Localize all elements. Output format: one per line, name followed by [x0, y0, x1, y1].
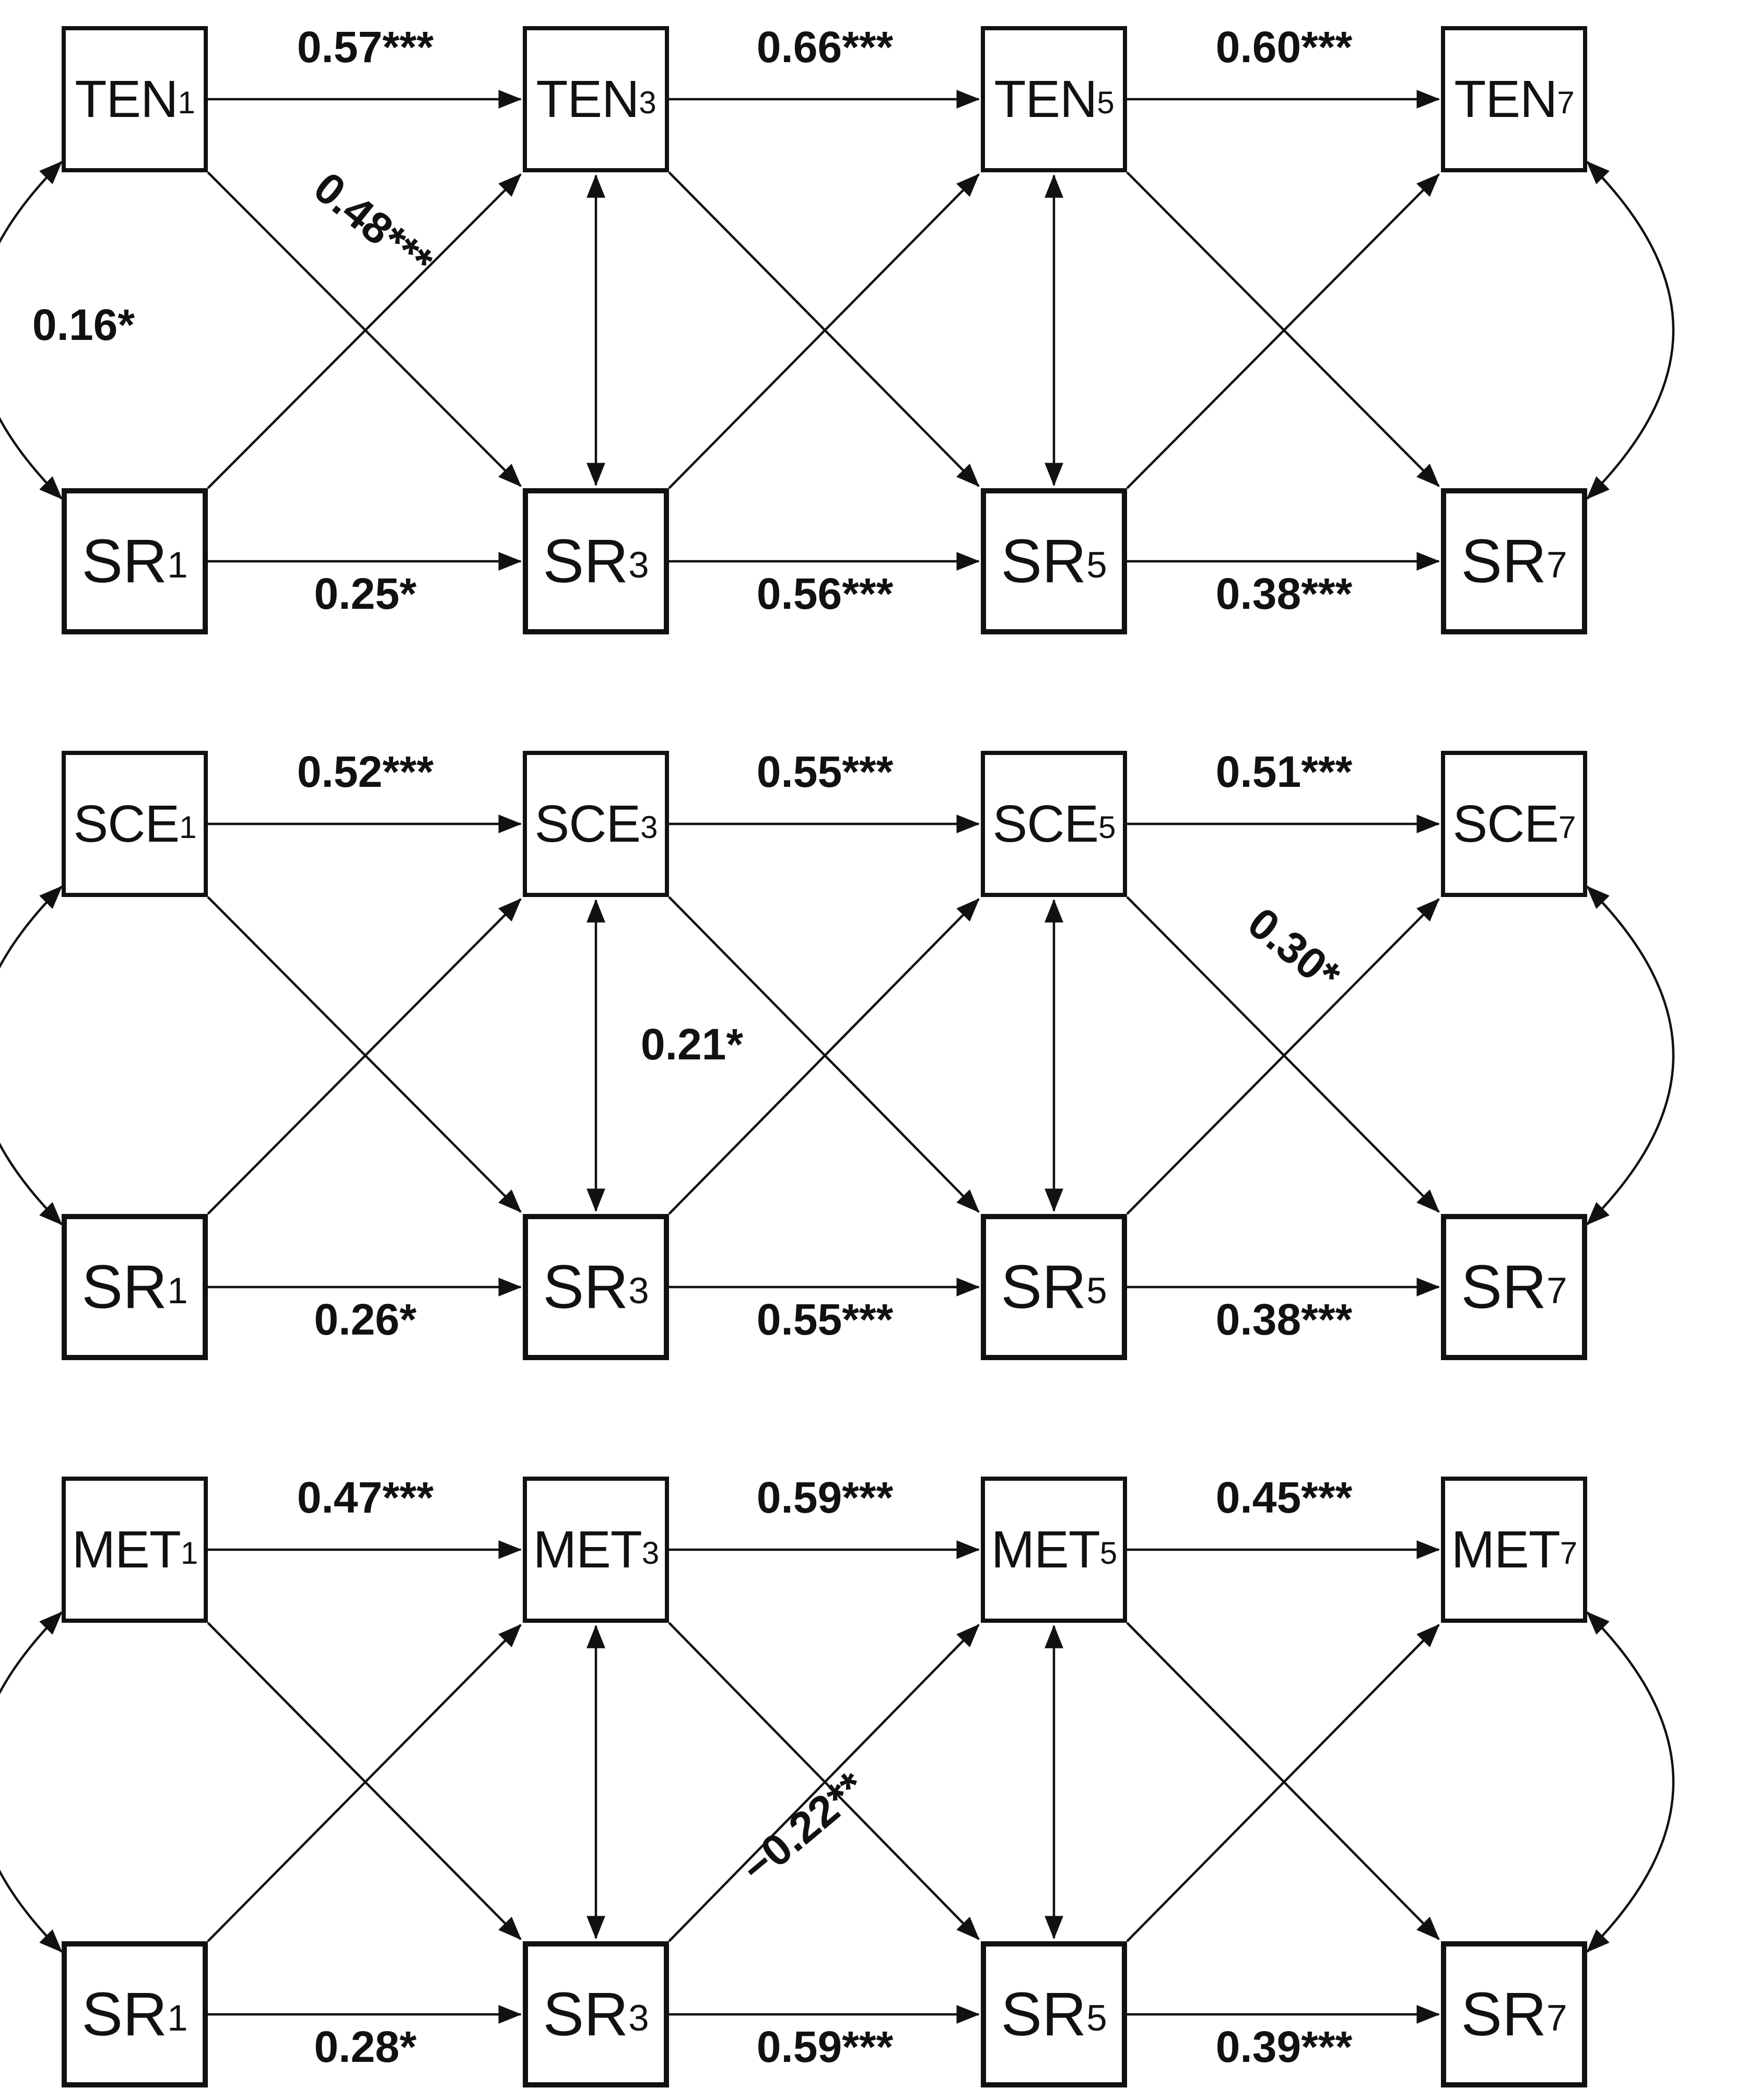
variable-name: MET — [1451, 1520, 1560, 1579]
coefficient-predictor-3-to-5: 0.59*** — [756, 1473, 894, 1522]
ten-wave7-covariance-curve — [1587, 162, 1673, 499]
sr-wave-3-box: SR $_3$ — [523, 1214, 669, 1360]
sr-wave-5-box: SR $_5$ — [981, 488, 1127, 634]
met-wave7-covariance-curve — [1587, 1612, 1673, 1952]
variable-name: SR — [1001, 1253, 1087, 1322]
variable-name: SR — [1461, 527, 1547, 596]
coefficient-predictor-1-to-3: 0.47*** — [297, 1473, 434, 1522]
ten-wave-3-box: TEN $_3$ — [523, 26, 669, 172]
variable-name: MET — [991, 1520, 1100, 1579]
sce-wave-7-box: SCE $_7$ — [1441, 751, 1587, 897]
sce-wave7-covariance-curve — [1587, 887, 1673, 1224]
coefficient-predictor-1-to-3: 0.52*** — [297, 747, 434, 796]
met-cross-lag-outcome-to-predictor-arrow — [208, 1625, 521, 1941]
ten-cross-lag-outcome-to-predictor-arrow — [1127, 174, 1439, 488]
ten-cross-lag-predictor-to-outcome-arrow — [1127, 172, 1439, 486]
coefficient-wave3-covariance: 0.21* — [640, 1020, 744, 1069]
variable-name: SR — [1461, 1253, 1547, 1322]
variable-name: SR — [81, 1253, 168, 1322]
sce-cross-lag-outcome-to-predictor-arrow — [208, 899, 521, 1214]
variable-name: TEN — [75, 69, 178, 128]
met-wave1-covariance-curve — [0, 1612, 62, 1952]
sce-wave-5-box: SCE $_5$ — [981, 751, 1127, 897]
coefficient-predictor-3-to-5: 0.66*** — [756, 22, 894, 72]
ten-cross-lag-outcome-to-predictor-arrow — [669, 174, 979, 488]
coefficient-outcome-5-to-7: 0.38*** — [1215, 1295, 1353, 1344]
coefficient-predictor-1-to-outcome-3: 0.48*** — [304, 162, 442, 287]
coefficient-outcome-3-to-predictor-5: −0.22** — [732, 1762, 875, 1893]
met-wave-1-box: MET $_1$ — [62, 1477, 208, 1623]
met-cross-lag-outcome-to-predictor-arrow — [1127, 1625, 1439, 1941]
met-wave-7-box: MET $_7$ — [1441, 1477, 1587, 1623]
sr-wave-1-box: SR $_1$ — [62, 488, 208, 634]
coefficient-predictor-5-to-7: 0.60*** — [1215, 22, 1353, 72]
sr-wave-7-box: SR $_7$ — [1441, 488, 1587, 634]
sr-wave-1-box: SR $_1$ — [62, 1214, 208, 1360]
variable-name: SR — [1001, 527, 1087, 596]
coefficient-outcome-1-to-3: 0.28* — [314, 2022, 417, 2071]
variable-name: SCE — [73, 794, 180, 853]
sr-wave-5-box: SR $_5$ — [981, 1941, 1127, 2087]
sr-wave-7-box: SR $_7$ — [1441, 1214, 1587, 1360]
variable-name: SCE — [1452, 794, 1559, 853]
coefficient-predictor-5-to-outcome-7: 0.30* — [1239, 898, 1350, 1001]
coefficient-predictor-3-to-5: 0.55*** — [756, 747, 894, 796]
sce-wave-3-box: SCE $_3$ — [523, 751, 669, 897]
sce-wave-1-box: SCE $_1$ — [62, 751, 208, 897]
variable-name: SR — [543, 527, 629, 596]
sce-wave1-covariance-curve — [0, 887, 62, 1224]
variable-name: SR — [81, 527, 168, 596]
variable-name: SCE — [992, 794, 1099, 853]
met-cross-lag-predictor-to-outcome-arrow — [208, 1623, 521, 1939]
variable-name: SCE — [534, 794, 641, 853]
coefficient-predictor-5-to-7: 0.45*** — [1215, 1473, 1353, 1522]
variable-name: SR — [1461, 1980, 1547, 2049]
ten-cross-lag-predictor-to-outcome-arrow — [669, 172, 979, 486]
variable-name: TEN — [536, 69, 639, 128]
coefficient-wave1-covariance: 0.16* — [32, 300, 135, 349]
variable-name: MET — [533, 1520, 642, 1579]
variable-name: SR — [81, 1980, 168, 2049]
sr-wave-3-box: SR $_3$ — [523, 1941, 669, 2087]
ten-wave-7-box: TEN $_7$ — [1441, 26, 1587, 172]
sr-wave-7-box: SR $_7$ — [1441, 1941, 1587, 2087]
coefficient-predictor-1-to-3: 0.57*** — [297, 22, 434, 72]
coefficient-outcome-3-to-5: 0.55*** — [756, 1295, 894, 1344]
variable-name: SR — [543, 1253, 629, 1322]
met-cross-lag-predictor-to-outcome-arrow — [1127, 1623, 1439, 1939]
sr-wave-1-box: SR $_1$ — [62, 1941, 208, 2087]
coefficient-outcome-5-to-7: 0.38*** — [1215, 569, 1353, 618]
ten-wave-5-box: TEN $_5$ — [981, 26, 1127, 172]
coefficient-outcome-1-to-3: 0.25* — [314, 569, 417, 618]
sr-wave-3-box: SR $_3$ — [523, 488, 669, 634]
met-wave-3-box: MET $_3$ — [523, 1477, 669, 1623]
variable-name: SR — [1001, 1980, 1087, 2049]
coefficient-outcome-5-to-7: 0.39*** — [1215, 2022, 1353, 2071]
variable-name: TEN — [994, 69, 1097, 128]
sce-cross-lag-predictor-to-outcome-arrow — [208, 897, 521, 1212]
coefficient-outcome-1-to-3: 0.26* — [314, 1295, 417, 1344]
variable-name: SR — [543, 1980, 629, 2049]
coefficient-outcome-3-to-5: 0.59*** — [756, 2022, 894, 2071]
variable-name: MET — [72, 1520, 181, 1579]
coefficient-outcome-3-to-5: 0.56*** — [756, 569, 894, 618]
variable-name: TEN — [1454, 69, 1557, 128]
sr-wave-5-box: SR $_5$ — [981, 1214, 1127, 1360]
met-wave-5-box: MET $_5$ — [981, 1477, 1127, 1623]
ten-wave-1-box: TEN $_1$ — [62, 26, 208, 172]
coefficient-predictor-5-to-7: 0.51*** — [1215, 747, 1353, 796]
